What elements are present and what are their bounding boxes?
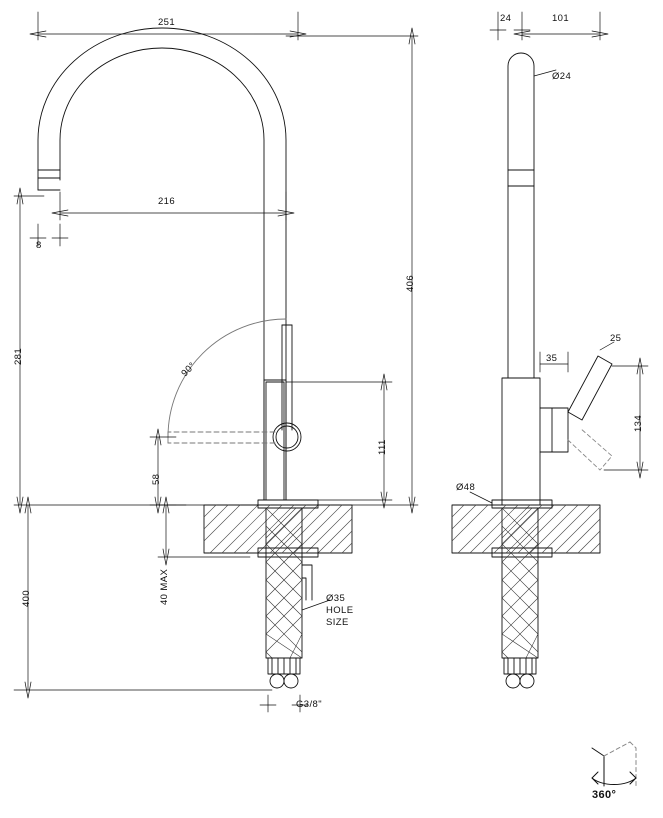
dim-spout-outlet: 8 xyxy=(36,240,42,251)
dim-base-dia: Ø48 xyxy=(456,482,476,493)
dim-lever-angle: 90° xyxy=(179,360,199,380)
dim-below-deck: 400 xyxy=(21,589,32,607)
dim-lever-open-height: 58 xyxy=(151,473,162,485)
dim-hole-dia: Ø35 xyxy=(326,593,346,604)
dim-body-depth: 101 xyxy=(552,13,570,24)
dim-lever-drop: 134 xyxy=(633,414,644,432)
dim-overall-height: 406 xyxy=(405,274,416,292)
hole-label-line2: SIZE xyxy=(326,617,349,628)
dim-thread: G3/8" xyxy=(296,699,322,710)
dim-lever-depth: 35 xyxy=(546,353,558,364)
dim-spout-height: 281 xyxy=(13,347,24,365)
dim-lever-angle-side: 25 xyxy=(610,333,622,344)
hole-label-line1: HOLE xyxy=(326,605,354,616)
swivel-note: 360° xyxy=(592,789,617,801)
dim-lever-height: 111 xyxy=(377,439,388,455)
dim-spout-dia: Ø24 xyxy=(552,71,572,82)
dim-spout-reach: 216 xyxy=(158,196,176,207)
dim-spout-offset: 24 xyxy=(500,13,512,24)
dim-overall-width: 251 xyxy=(158,17,176,28)
dim-max-thickness: 40 MAX xyxy=(159,568,170,605)
